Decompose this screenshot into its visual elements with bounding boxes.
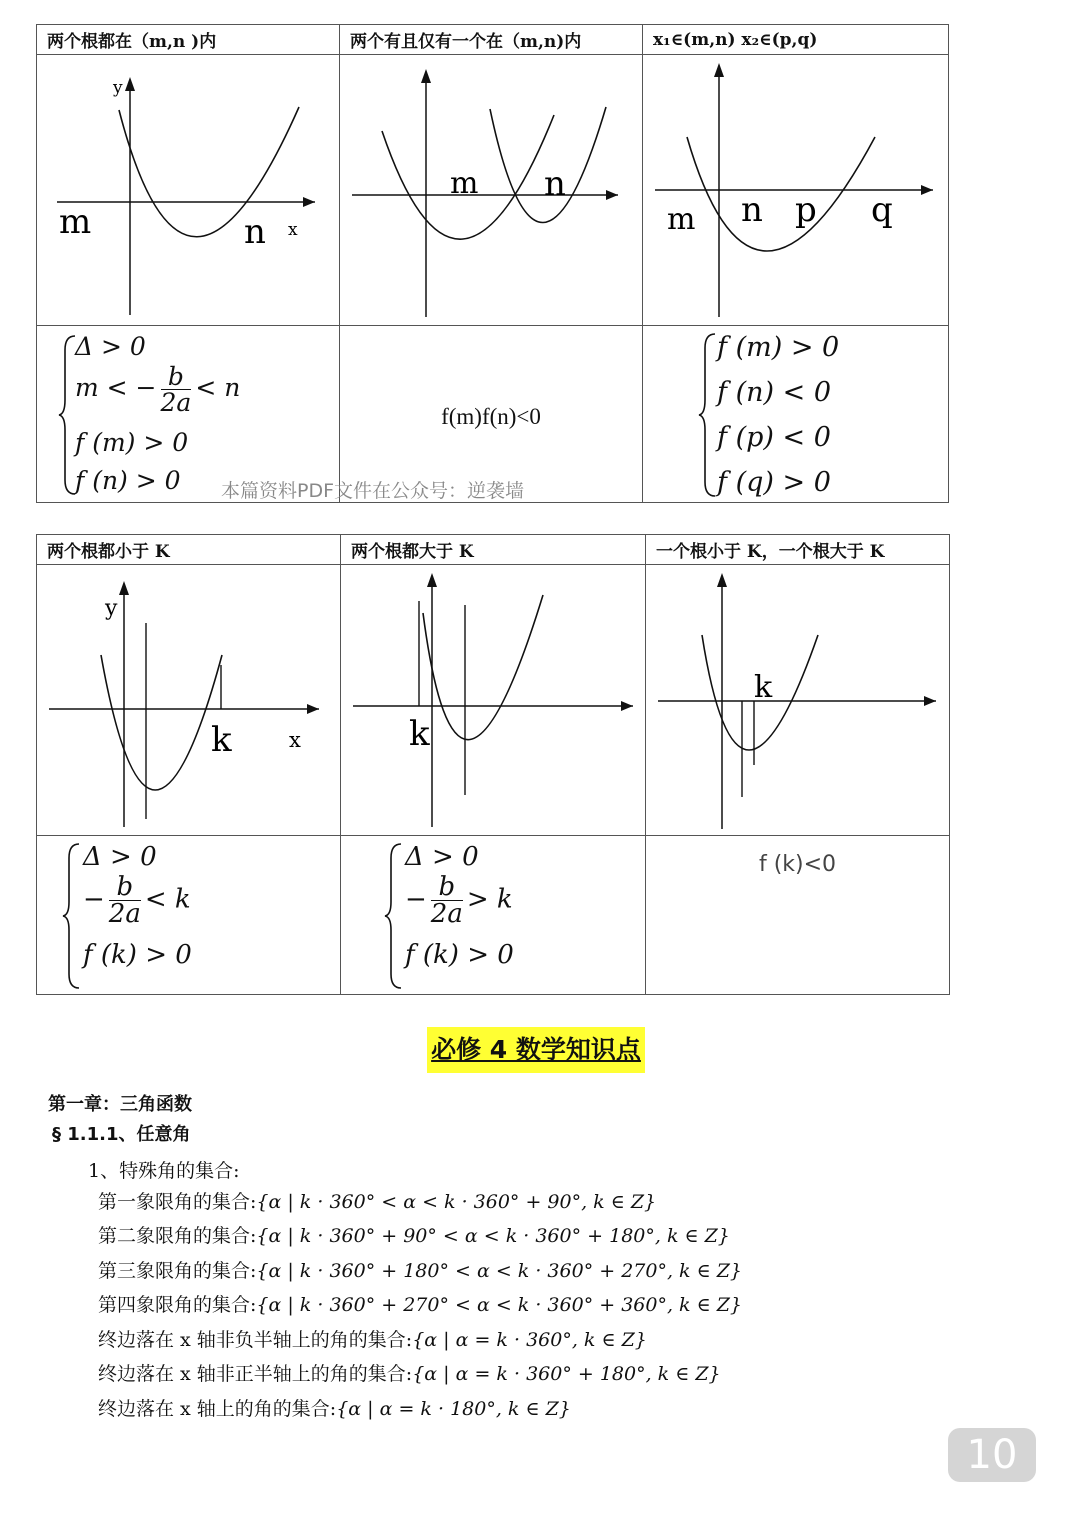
graph-one-root-in-interval	[340, 55, 643, 326]
p-label: p	[795, 190, 817, 230]
delta-condition: Δ > 0	[405, 842, 479, 872]
watermark: 本篇资料PDF文件在公众号：逆袭墙	[221, 480, 525, 502]
f-m-condition: f (m) > 0	[75, 428, 189, 457]
quadrant-1-set: 第一象限角的集合:{α | k · 360° < α < k · 360° + 90°, k ∈ Z}	[98, 1191, 657, 1213]
quadrant-2-set: 第二象限角的集合:{α | k · 360° + 90° < α < k · 360° + 180°, k ∈ Z}	[98, 1225, 730, 1247]
f-k-condition: f (k) > 0	[405, 940, 514, 970]
f-k-negative: f (k)<0	[758, 852, 837, 877]
conditions-roots-on-both-sides-of-k	[646, 836, 950, 995]
vertex-condition: − $\frac{b}{2a}$ < k	[83, 872, 191, 929]
header-both-roots-in-interval: 两个根都在（m,n )内	[37, 25, 340, 55]
y-axis-label: y	[113, 78, 123, 98]
header-both-roots-less-than-k: 两个根都小于 K	[37, 535, 341, 565]
graph-both-roots-in-interval	[37, 55, 340, 326]
chapter-heading: 第一章：三角函数	[48, 1094, 192, 1115]
k-label: k	[409, 714, 430, 754]
f-m-positive: f (m) > 0	[717, 332, 840, 363]
section-heading: § 1.1.1、任意角	[52, 1124, 191, 1145]
conditions-one-root-in-interval	[340, 326, 643, 503]
quadrant-3-set: 第三象限角的集合:{α | k · 360° + 180° < α < k · 360° + 270°, k ∈ Z}	[98, 1260, 742, 1282]
positive-x-axis-set: 终边落在 x 轴非负半轴上的角的集合:{α | α = k · 360°, k ∈ Z}	[98, 1329, 647, 1351]
f-p-negative: f (p) < 0	[717, 422, 831, 453]
header-one-root-in-interval: 两个有且仅有一个在（m,n)内	[340, 25, 643, 55]
delta-condition: Δ > 0	[83, 842, 157, 872]
n-label: n	[244, 212, 266, 252]
conditions-roots-in-two-intervals	[643, 326, 949, 503]
f-n-negative: f (n) < 0	[717, 377, 831, 408]
graph-both-roots-less-than-k	[37, 565, 341, 836]
n-label: n	[544, 164, 566, 204]
delta-condition: Δ > 0	[75, 332, 146, 361]
n-label: n	[741, 190, 763, 230]
q-label: q	[871, 190, 893, 230]
m-label: m	[59, 202, 92, 242]
graph-both-roots-greater-than-k	[341, 565, 646, 836]
conditions-both-roots-less-than-k	[37, 836, 341, 995]
roots-interval-table	[36, 24, 949, 503]
item-heading: 1、特殊角的集合:	[88, 1160, 240, 1182]
negative-x-axis-set: 终边落在 x 轴非正半轴上的角的集合:{α | α = k · 360° + 180°, k ∈ Z}	[98, 1363, 721, 1385]
quadrant-4-set: 第四象限角的集合:{α | k · 360° + 270° < α < k · 360° + 360°, k ∈ Z}	[98, 1294, 742, 1316]
page-number-badge: 10	[948, 1428, 1036, 1482]
vertex-condition: − $\frac{b}{2a}$ > k	[405, 872, 513, 929]
roots-vs-k-table	[36, 534, 950, 995]
page-title: 必修 4 数学知识点	[427, 1027, 645, 1073]
m-label: m	[450, 166, 479, 201]
y-axis-label: y	[105, 596, 118, 621]
x-axis-label: x	[288, 220, 298, 240]
f-q-positive: f (q) > 0	[717, 467, 831, 498]
header-both-roots-greater-than-k: 两个根都大于 K	[341, 535, 646, 565]
k-label: k	[754, 670, 773, 705]
k-label: k	[211, 720, 232, 760]
graph-roots-in-two-intervals	[643, 55, 949, 326]
header-roots-in-two-intervals: x₁∈(m,n) x₂∈(p,q)	[643, 25, 949, 55]
f-n-condition: f (n) > 0	[75, 466, 181, 495]
m-label: m	[667, 202, 696, 237]
header-roots-on-both-sides-of-k: 一个根小于 K，一个根大于 K	[646, 535, 950, 565]
x-axis-label: x	[289, 728, 301, 752]
graph-roots-on-both-sides-of-k	[646, 565, 950, 836]
product-condition: f(m)f(n)<0	[441, 404, 541, 429]
x-axis-set: 终边落在 x 轴上的角的集合:{α | α = k · 180°, k ∈ Z}	[98, 1398, 571, 1420]
conditions-both-roots-greater-than-k	[341, 836, 646, 995]
vertex-condition: m < − $\frac{b}{2a}$ < n	[75, 362, 241, 417]
f-k-condition: f (k) > 0	[83, 940, 192, 970]
